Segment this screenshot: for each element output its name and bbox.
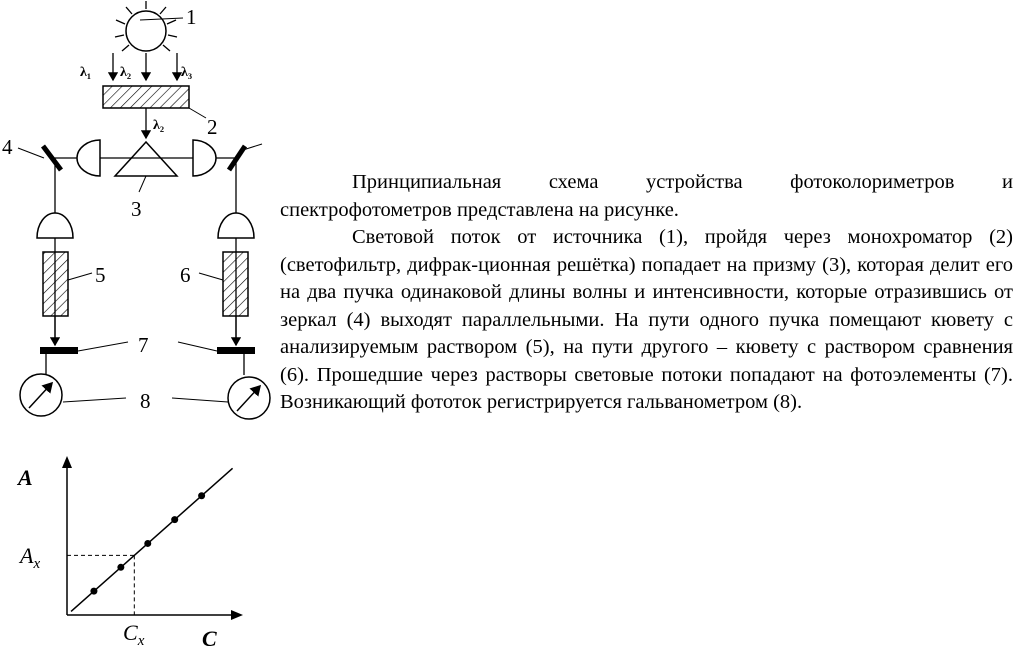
leader-line-8b bbox=[172, 398, 228, 402]
photocolorimeter-scheme bbox=[0, 0, 280, 440]
data-point bbox=[117, 564, 124, 571]
ax-subscript: x bbox=[33, 556, 41, 572]
lens-left bbox=[77, 140, 100, 176]
lambda-3-label: λ₃ bbox=[181, 65, 193, 80]
lens-right bbox=[193, 140, 216, 176]
lens-lower-right bbox=[218, 213, 254, 238]
lambda-2-out-label: λ₂ bbox=[153, 118, 165, 133]
label-7: 7 bbox=[138, 333, 149, 357]
calibration-graph bbox=[0, 450, 270, 650]
leader-line-7b bbox=[178, 342, 217, 351]
lambda-2-label: λ₂ bbox=[120, 65, 132, 80]
paragraph-2: Световой поток от источника (1), пройдя через монохроматор (2) (светофильтр, дифрак-ционная решётка) попадает на призму (3), которая делит его на два пучка одинаковой длины волны и интенсивности, которые отразившись от зеркал (4) выходят параллельными. На пути одного пучка помещают кювету с анализируемым раствором (5), на пути другого – кювету с раствором сравнения (6). Прошедшие через растворы световые потоки попадают на фотоэлементы (7). Возникающий фототок регистрируется гальванометром (8). bbox=[280, 226, 1013, 413]
light-source-icon bbox=[115, 1, 177, 51]
data-point bbox=[198, 492, 205, 499]
lens-lower-left bbox=[37, 213, 73, 238]
leader-line-6 bbox=[199, 273, 223, 280]
photocell-right bbox=[217, 347, 255, 354]
cx-subscript: x bbox=[137, 633, 145, 649]
cuvette-reference bbox=[223, 252, 248, 316]
leader-line-3 bbox=[139, 176, 146, 192]
ax-label: $A_x$ bbox=[20, 543, 41, 572]
leader-line-4 bbox=[18, 148, 44, 158]
data-point bbox=[90, 588, 97, 595]
leader-line-7a bbox=[78, 342, 128, 351]
galvanometer-left-icon bbox=[20, 374, 62, 416]
monochromator bbox=[103, 86, 189, 108]
label-6: 6 bbox=[180, 263, 191, 287]
leader-line-8a bbox=[63, 398, 126, 402]
label-2: 2 bbox=[207, 115, 218, 139]
label-5: 5 bbox=[95, 263, 106, 287]
leader-line-2 bbox=[189, 108, 206, 118]
prism bbox=[115, 142, 177, 176]
label-4: 4 bbox=[2, 135, 13, 159]
paragraph-1: Принципиальная схема устройства фотоколориметров и спектрофотометров представлена на рисунке. bbox=[280, 171, 1013, 221]
photocell-left bbox=[40, 347, 78, 354]
y-axis-label: A bbox=[18, 465, 33, 490]
label-3: 3 bbox=[131, 197, 142, 221]
label-1: 1 bbox=[186, 5, 197, 29]
data-point bbox=[171, 516, 178, 523]
cx-label: $C_x$ bbox=[123, 620, 145, 649]
data-point bbox=[144, 540, 151, 547]
lambda-1-label: λ₁ bbox=[80, 65, 92, 80]
leader-line-5 bbox=[68, 273, 92, 280]
description-text bbox=[280, 169, 1013, 417]
galvanometer-right-icon bbox=[228, 377, 270, 419]
label-8: 8 bbox=[140, 389, 151, 413]
x-axis-label: C bbox=[202, 626, 217, 650]
cuvette-sample bbox=[43, 252, 68, 316]
